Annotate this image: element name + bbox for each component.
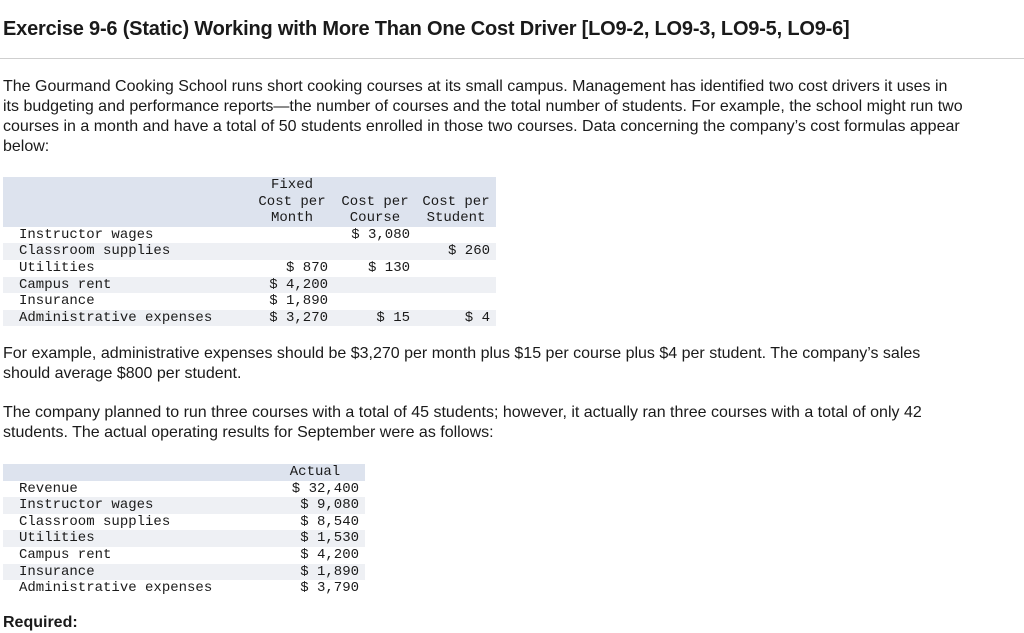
fixed-cost-cell: $ 1,890 [269, 293, 328, 310]
actual-results-table [3, 464, 365, 597]
row-label: Classroom supplies [19, 513, 171, 530]
actual-table-header-row [3, 464, 365, 481]
header-fixed-line3: Month [270, 210, 313, 227]
actual-value-cell: $ 3,790 [300, 580, 359, 597]
per-student-cell [416, 260, 496, 277]
table-row [3, 530, 365, 547]
per-course-cell: $ 130 [367, 259, 410, 276]
header-course-line2: Course [349, 210, 401, 227]
per-course-cell: $ 15 [376, 309, 410, 326]
table-row [3, 293, 496, 310]
row-label: Campus rent [19, 546, 112, 563]
fixed-cost-cell: $ 870 [285, 259, 328, 276]
per-course-cell [334, 277, 416, 294]
header-actual: Actual [265, 464, 365, 481]
actual-value-cell: $ 9,080 [300, 497, 359, 514]
actual-value-cell: $ 1,890 [300, 563, 359, 580]
header-cost-per-course [334, 177, 416, 227]
per-student-cell: $ 4 [464, 309, 490, 326]
table-row [3, 547, 365, 564]
row-label: Revenue [19, 480, 78, 497]
required-heading: Required: [3, 614, 78, 631]
actual-value-cell: $ 32,400 [291, 480, 359, 497]
row-label: Administrative expenses [19, 580, 213, 597]
header-cost-per-student [416, 177, 496, 227]
row-label: Instructor wages [19, 226, 154, 243]
planned-paragraph: The company planned to run three courses with a total of 45 students; however, it actually ran three courses with a total of only 42 students. The actual operating results for September were as follows: [3, 404, 922, 441]
row-label: Insurance [19, 293, 95, 310]
per-student-cell [416, 227, 496, 244]
table-row [3, 514, 365, 531]
table-row [3, 310, 496, 327]
fixed-cost-cell: $ 3,270 [269, 309, 328, 326]
fixed-cost-cell [250, 227, 334, 244]
header-fixed-line2: Cost per [258, 193, 326, 210]
table-row [3, 580, 365, 597]
header-student-line1: Cost per [422, 193, 490, 210]
actual-value-cell: $ 1,530 [300, 530, 359, 547]
row-label: Insurance [19, 563, 95, 580]
per-course-cell [334, 243, 416, 260]
fixed-cost-cell: $ 4,200 [269, 276, 328, 293]
actual-table-header-blank [3, 464, 265, 481]
row-label: Utilities [19, 530, 95, 547]
title-divider [0, 58, 1024, 59]
per-course-cell [334, 293, 416, 310]
cost-table-header-row [3, 177, 496, 227]
header-student-line2: Student [426, 210, 486, 227]
table-row [3, 497, 365, 514]
row-label: Instructor wages [19, 497, 154, 514]
table-row [3, 243, 496, 260]
per-student-cell [416, 293, 496, 310]
per-course-cell: $ 3,080 [351, 226, 410, 243]
per-student-cell [416, 277, 496, 294]
actual-value-cell: $ 4,200 [300, 546, 359, 563]
table-row [3, 260, 496, 277]
example-paragraph: For example, administrative expenses should be $3,270 per month plus $15 per course plus $4 per student. The company’s sales should average $800 per student. [3, 345, 921, 382]
table-row [3, 277, 496, 294]
exercise-title: Exercise 9-6 (Static) Working with More Than One Cost Driver [LO9-2, LO9-3, LO9-5, LO9-6] [3, 18, 850, 40]
table-row [3, 564, 365, 581]
intro-paragraph: The Gourmand Cooking School runs short cooking courses at its small campus. Management has identified two cost drivers it uses in its budgeting and performance reports—the number of courses and the total number of students. For example, the school might run two courses in a month and have a total of 50 students enrolled in those two courses. Data concerning the company’s cost formulas appear below: [3, 78, 963, 155]
actual-value-cell: $ 8,540 [300, 513, 359, 530]
cost-table-header-blank [3, 177, 250, 227]
row-label: Administrative expenses [19, 309, 213, 326]
header-course-line1: Cost per [341, 193, 409, 210]
fixed-cost-cell [250, 243, 334, 260]
row-label: Campus rent [19, 276, 112, 293]
cost-formula-table [3, 177, 496, 326]
row-label: Utilities [19, 259, 95, 276]
table-row [3, 227, 496, 244]
header-fixed-line1: Fixed [270, 177, 313, 193]
header-fixed-cost-per-month [250, 177, 334, 227]
row-label: Classroom supplies [19, 243, 171, 260]
table-row [3, 481, 365, 498]
per-student-cell: $ 260 [447, 243, 490, 260]
